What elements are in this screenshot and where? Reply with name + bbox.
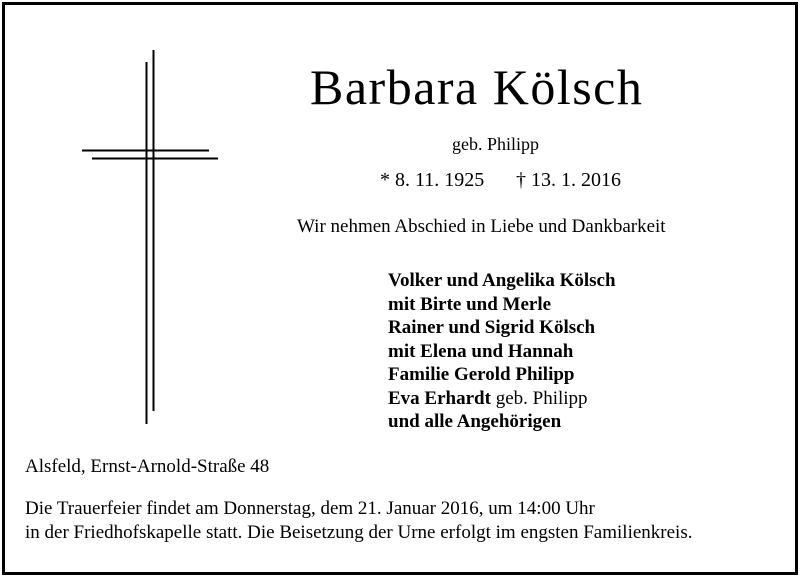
mourner-name: und alle Angehörigen (388, 411, 562, 432)
mourner-line (388, 316, 616, 340)
mourner-name: Rainer und Sigrid Kölsch (388, 317, 596, 338)
death-date: † 13. 1. 2016 (516, 169, 621, 191)
mourner-name: mit Birte und Merle (388, 293, 552, 315)
mourner-line (388, 387, 616, 411)
deceased-name: Barbara Kölsch (310, 59, 644, 115)
funeral-notice-line: in der Friedhofskapelle statt. Die Beisetzung der Urne erfolgt im engsten Familienkreis. (25, 521, 693, 543)
family-address: Alsfeld, Ernst-Arnold-Straße 48 (25, 456, 270, 477)
mourner-line (388, 269, 616, 293)
mourner-line (388, 363, 616, 387)
mourner-line (388, 340, 616, 364)
mourner-line (388, 410, 616, 434)
mourner-name: mit Elena und Hannah (388, 340, 574, 362)
mourner-note: geb. Philipp (490, 387, 588, 409)
funeral-notice-line: Die Trauerfeier findet am Donnerstag, dem 21. Januar 2016, um 14:00 Uhr (25, 498, 595, 519)
farewell-motto: Wir nehmen Abschied in Liebe und Dankbarkeit (297, 216, 666, 237)
funeral-notice (25, 497, 692, 544)
birth-date: * 8. 11. 1925 (380, 169, 485, 191)
maiden-name: geb. Philipp (452, 134, 540, 154)
mourner-line (388, 293, 616, 317)
mourners-list (388, 269, 616, 434)
mourner-name: Eva Erhardt (388, 387, 491, 409)
mourner-name: Volker und Angelika Kölsch (388, 270, 616, 291)
mourner-name: Familie Gerold Philipp (388, 364, 575, 385)
